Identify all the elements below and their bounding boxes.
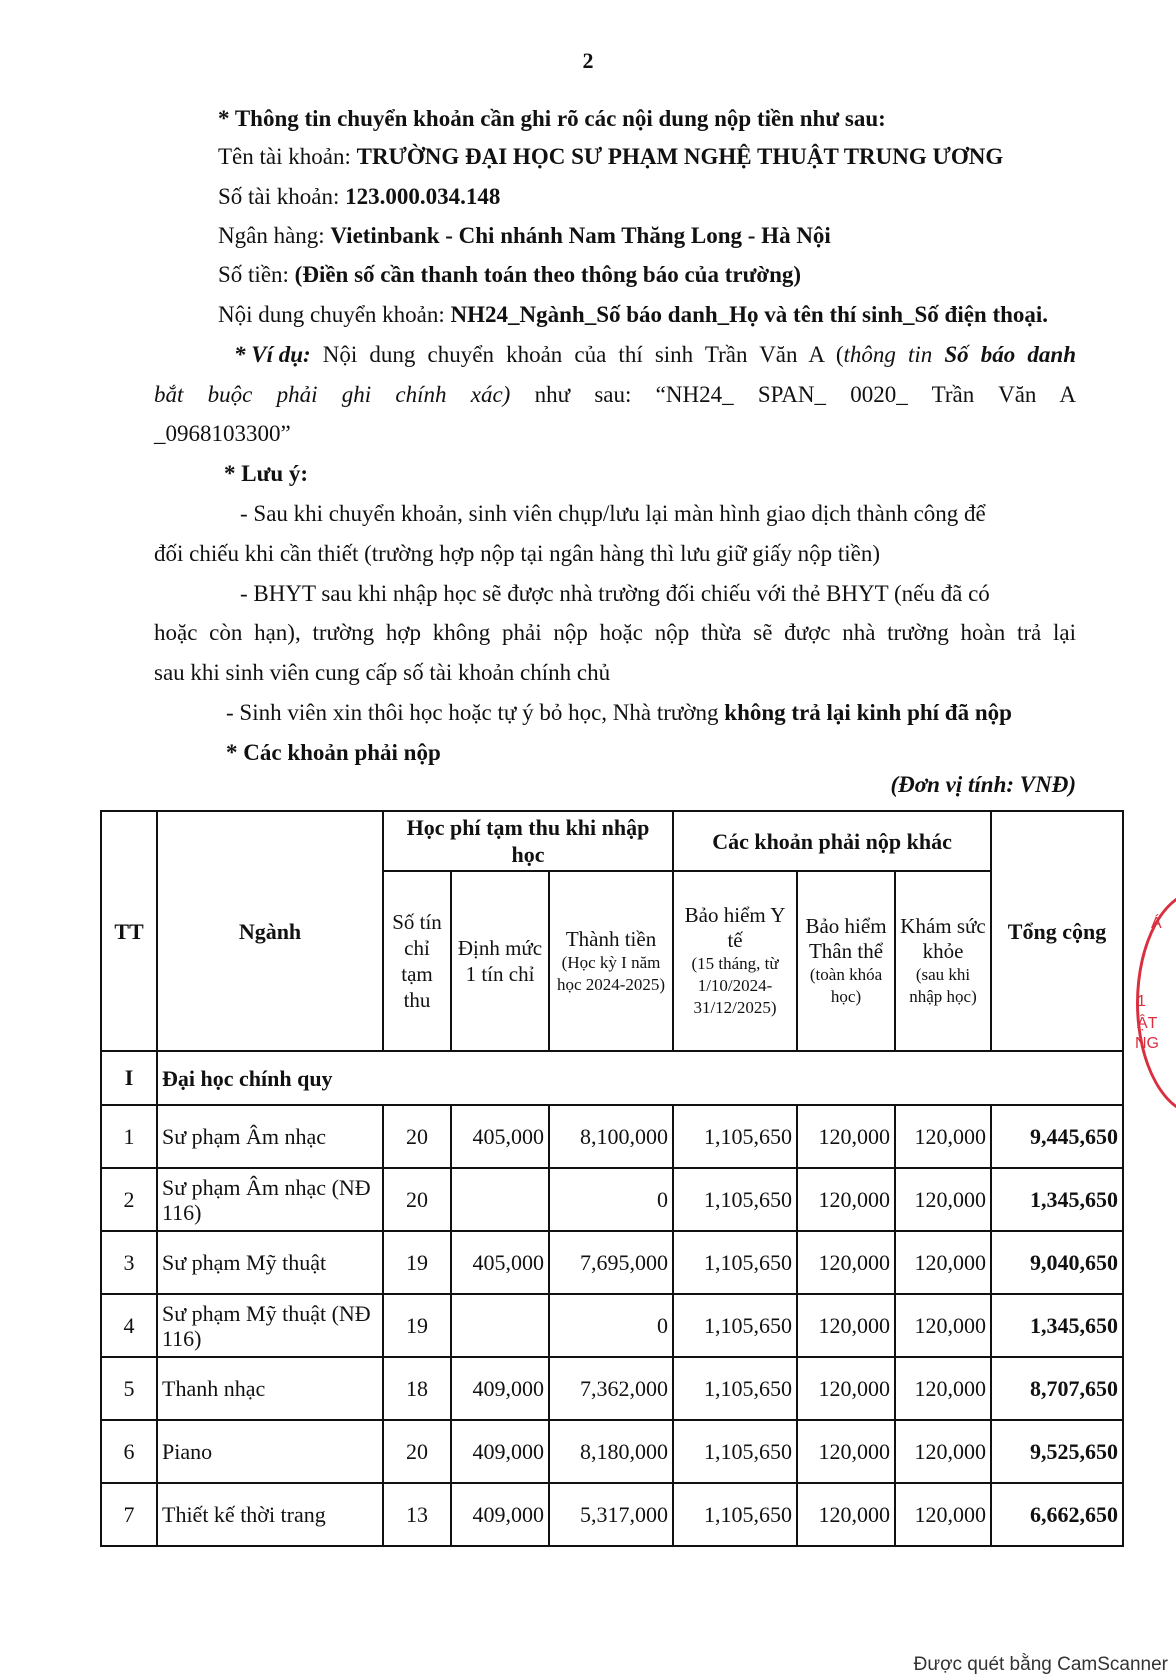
content-value: NH24_Ngành_Số báo danh_Họ và tên thí sinh_Số điện thoại. xyxy=(450,302,1049,327)
example-text-1: Nội dung chuyển khoản của thí sinh Trần Văn A ( xyxy=(310,342,844,367)
cell-rate: 405,000 xyxy=(451,1105,549,1168)
cell-bhyt: 1,105,650 xyxy=(673,1420,797,1483)
cell-bhtt: 120,000 xyxy=(797,1483,895,1546)
cell-bhyt: 1,105,650 xyxy=(673,1294,797,1357)
cell-rate: 409,000 xyxy=(451,1357,549,1420)
cell-name: Sư phạm Âm nhạc (NĐ 116) xyxy=(157,1168,383,1231)
note-1-line-1 xyxy=(154,495,1076,533)
note-1-line-2: đối chiếu khi cần thiết (trường hợp nộp tại ngân hàng thì lưu giữ giấy nộp tiền) xyxy=(154,541,881,566)
cell-bhyt: 1,105,650 xyxy=(673,1105,797,1168)
note-3 xyxy=(226,694,1012,732)
cell-bhyt: 1,105,650 xyxy=(673,1231,797,1294)
cell-tt: 2 xyxy=(101,1168,157,1231)
section-label: Đại học chính quy xyxy=(157,1051,1123,1105)
example-label: * Ví dụ: xyxy=(234,342,311,367)
header-kham xyxy=(895,871,991,1051)
transfer-heading: * Thông tin chuyển khoản cần ghi rõ các nội dung nộp tiền như sau: xyxy=(218,106,886,131)
cell-tt: 7 xyxy=(101,1483,157,1546)
account-number-label: Số tài khoản: xyxy=(218,184,346,209)
cell-bhtt: 120,000 xyxy=(797,1357,895,1420)
cell-name: Sư phạm Mỹ thuật xyxy=(157,1231,383,1294)
header-tt: TT xyxy=(101,811,157,1051)
header-dinh-muc: Định mức 1 tín chỉ xyxy=(451,871,549,1051)
cell-total: 9,525,650 xyxy=(991,1420,1123,1483)
example-bold-italic: Số báo danh xyxy=(944,342,1077,367)
table-row xyxy=(101,1231,1123,1294)
cell-bhtt: 120,000 xyxy=(797,1420,895,1483)
cell-total: 8,707,650 xyxy=(991,1357,1123,1420)
example-line-1 xyxy=(154,336,1076,374)
cell-kham: 120,000 xyxy=(895,1294,991,1357)
header-bhyt xyxy=(673,871,797,1051)
note-2-line-1 xyxy=(154,575,1076,613)
cell-name: Sư phạm Mỹ thuật (NĐ 116) xyxy=(157,1294,383,1357)
cell-bhtt: 120,000 xyxy=(797,1105,895,1168)
header-bhtt xyxy=(797,871,895,1051)
fees-table xyxy=(100,810,1124,1547)
header-thanh-tien-sub: (Học kỳ I năm học 2024-2025) xyxy=(556,953,666,994)
amount-value: (Điền số cần thanh toán theo thông báo của trường) xyxy=(294,262,802,287)
cell-rate: 409,000 xyxy=(451,1483,549,1546)
note-2-line-3: sau khi sinh viên cung cấp số tài khoản chính chủ xyxy=(154,660,611,685)
cell-amount: 5,317,000 xyxy=(549,1483,673,1546)
cell-name: Thiết kế thời trang xyxy=(157,1483,383,1546)
header-khac-group: Các khoản phải nộp khác xyxy=(673,811,991,871)
cell-credits: 20 xyxy=(383,1105,451,1168)
header-nganh: Ngành xyxy=(157,811,383,1051)
scanner-footer: Được quét bằng CamScanner xyxy=(913,1654,1168,1675)
notes-label: * Lưu ý: xyxy=(224,461,309,486)
amount-line xyxy=(218,256,801,294)
red-seal-stamp xyxy=(1136,890,1176,1116)
bank-line xyxy=(218,217,831,255)
cell-amount: 7,695,000 xyxy=(549,1231,673,1294)
cell-total: 1,345,650 xyxy=(991,1294,1123,1357)
cell-rate: 405,000 xyxy=(451,1231,549,1294)
cell-bhtt: 120,000 xyxy=(797,1294,895,1357)
cell-rate: 409,000 xyxy=(451,1420,549,1483)
table-row xyxy=(101,1483,1123,1546)
cell-kham: 120,000 xyxy=(895,1357,991,1420)
cell-rate xyxy=(451,1168,549,1231)
cell-bhtt: 120,000 xyxy=(797,1231,895,1294)
header-kham-sub: (sau khi nhập học) xyxy=(909,965,977,1006)
stamp-text-4: NG xyxy=(1135,1035,1159,1052)
cell-amount: 0 xyxy=(549,1294,673,1357)
cell-amount: 0 xyxy=(549,1168,673,1231)
header-hocphi-group: Học phí tạm thu khi nhập học xyxy=(383,811,673,871)
stamp-text-2: 1 xyxy=(1137,993,1146,1010)
cell-amount: 8,100,000 xyxy=(549,1105,673,1168)
header-tongcong: Tổng cộng xyxy=(991,811,1123,1051)
bank-label: Ngân hàng: xyxy=(218,223,331,248)
cell-name: Piano xyxy=(157,1420,383,1483)
note-3-bold: không trả lại kinh phí đã nộp xyxy=(724,700,1012,725)
stamp-text-1: Á xyxy=(1151,915,1162,932)
table-row xyxy=(101,1420,1123,1483)
account-name-label: Tên tài khoản: xyxy=(218,144,357,169)
cell-rate xyxy=(451,1294,549,1357)
note-2-line-1-text: - BHYT sau khi nhập học sẽ được nhà trường đối chiếu với thẻ BHYT (nếu đã có xyxy=(240,581,990,606)
example-italic-1: thông tin xyxy=(843,342,945,367)
cell-credits: 19 xyxy=(383,1231,451,1294)
header-bhyt-sub: (15 tháng, từ 1/10/2024-31/12/2025) xyxy=(691,954,779,1017)
cell-kham: 120,000 xyxy=(895,1231,991,1294)
stamp-text-3: ẬT xyxy=(1137,1015,1158,1032)
cell-kham: 120,000 xyxy=(895,1420,991,1483)
page-number: 2 xyxy=(582,48,594,73)
cell-tt: 6 xyxy=(101,1420,157,1483)
header-kham-label: Khám sức khỏe xyxy=(900,914,986,963)
cell-bhyt: 1,105,650 xyxy=(673,1483,797,1546)
note-1-line-1-text: - Sau khi chuyển khoản, sinh viên chụp/lưu lại màn hình giao dịch thành công để xyxy=(240,501,986,526)
cell-tt: 1 xyxy=(101,1105,157,1168)
header-bhyt-label: Bảo hiểm Y tế xyxy=(684,903,786,952)
cell-tt: 3 xyxy=(101,1231,157,1294)
cell-kham: 120,000 xyxy=(895,1168,991,1231)
cell-credits: 20 xyxy=(383,1168,451,1231)
table-row xyxy=(101,1357,1123,1420)
note-3-text: - Sinh viên xin thôi học hoặc tự ý bỏ học, Nhà trường xyxy=(226,700,725,725)
cell-amount: 8,180,000 xyxy=(549,1420,673,1483)
cell-bhyt: 1,105,650 xyxy=(673,1357,797,1420)
cell-credits: 18 xyxy=(383,1357,451,1420)
header-so-tin-chi: Số tín chỉ tạm thu xyxy=(383,871,451,1051)
amount-label: Số tiền: xyxy=(218,262,295,287)
fees-heading: * Các khoản phải nộp xyxy=(226,740,441,765)
account-name-value: TRƯỜNG ĐẠI HỌC SƯ PHẠM NGHỆ THUẬT TRUNG ƯƠNG xyxy=(356,144,1004,169)
account-number-value: 123.000.034.148 xyxy=(345,184,501,209)
header-bhtt-label: Bảo hiểm Thân thể xyxy=(805,914,887,963)
example-italic-2: bắt buộc phải ghi chính xác) xyxy=(154,382,511,407)
cell-credits: 20 xyxy=(383,1420,451,1483)
cell-amount: 7,362,000 xyxy=(549,1357,673,1420)
account-name-line xyxy=(218,138,1003,176)
example-text-2: như sau: “NH24_ SPAN_ 0020_ Trần Văn A xyxy=(510,382,1076,407)
cell-bhyt: 1,105,650 xyxy=(673,1168,797,1231)
cell-kham: 120,000 xyxy=(895,1105,991,1168)
cell-bhtt: 120,000 xyxy=(797,1168,895,1231)
section-tt: I xyxy=(101,1051,157,1105)
table-row xyxy=(101,1168,1123,1231)
cell-credits: 19 xyxy=(383,1294,451,1357)
header-row-1 xyxy=(101,811,1123,871)
section-row xyxy=(101,1051,1123,1105)
cell-total: 6,662,650 xyxy=(991,1483,1123,1546)
cell-name: Sư phạm Âm nhạc xyxy=(157,1105,383,1168)
note-2-line-2: hoặc còn hạn), trường hợp không phải nộp hoặc nộp thừa sẽ được nhà trường hoàn trả lại xyxy=(154,620,1076,645)
cell-credits: 13 xyxy=(383,1483,451,1546)
example-line-2 xyxy=(154,376,1076,414)
cell-total: 9,040,650 xyxy=(991,1231,1123,1294)
cell-kham: 120,000 xyxy=(895,1483,991,1546)
cell-name: Thanh nhạc xyxy=(157,1357,383,1420)
cell-total: 1,345,650 xyxy=(991,1168,1123,1231)
bank-value: Vietinbank - Chi nhánh Nam Thăng Long - Hà Nội xyxy=(330,223,831,248)
table-row xyxy=(101,1294,1123,1357)
cell-tt: 4 xyxy=(101,1294,157,1357)
header-thanh-tien xyxy=(549,871,673,1051)
unit-label: (Đơn vị tính: VNĐ) xyxy=(890,772,1076,797)
content-line xyxy=(218,296,1048,334)
example-line-3: _0968103300” xyxy=(154,421,291,446)
cell-total: 9,445,650 xyxy=(991,1105,1123,1168)
cell-tt: 5 xyxy=(101,1357,157,1420)
header-bhtt-sub: (toàn khóa học) xyxy=(809,965,883,1006)
account-number-line xyxy=(218,178,500,216)
header-thanh-tien-label: Thành tiền xyxy=(565,927,657,951)
content-label: Nội dung chuyển khoản: xyxy=(218,302,451,327)
table-row xyxy=(101,1105,1123,1168)
